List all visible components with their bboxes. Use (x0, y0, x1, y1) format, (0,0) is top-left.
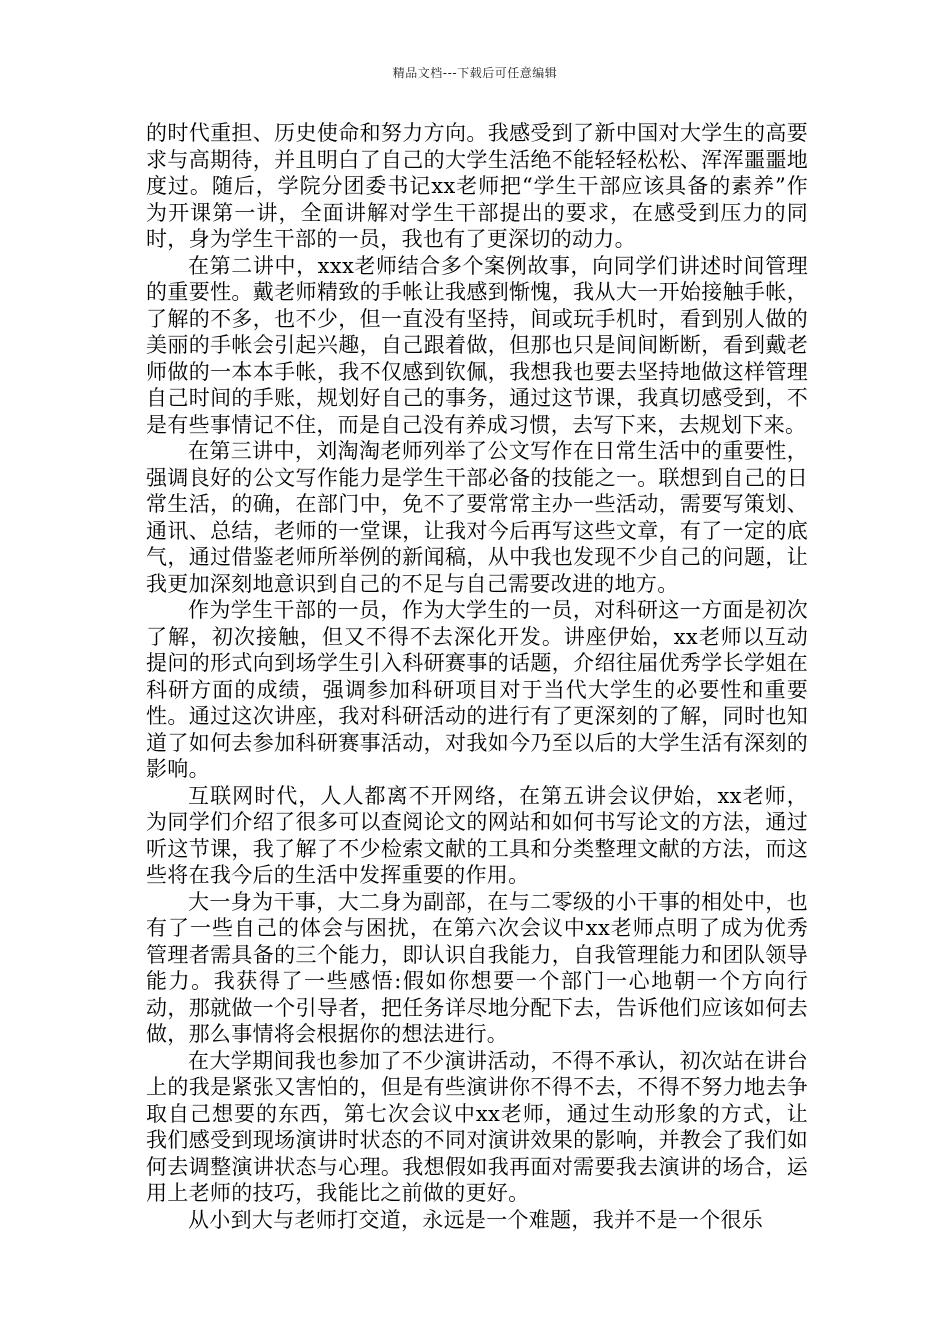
paragraph: 在第二讲中，xxx老师结合多个案例故事，向同学们讲述时间管理的重要性。戴老师精致的手帐让我感到惭愧，我从大一开始接触手帐，了解的不多，也不少，但一直没有坚持，间或玩手机时，看到别人做的美丽的手帐会引起兴趣，自己跟着做，但那也只是间间断断，看到戴老师做的一本本手帐，我不仅感到钦佩，我想我也要去坚持地做这样管理自己时间的手账，规划好自己的事务，通过这节课，我真切感受到，不是有些事情记不住，而是自己没有养成习惯，去写下来，去规划下来。 (146, 253, 808, 437)
paragraph: 在大学期间我也参加了不少演讲活动，不得不承认，初次站在讲台上的我是紧张又害怕的，但是有些演讲你不得不去，不得不努力地去争取自己想要的东西，第七次会议中xx老师，通过生动形象的方式，让我们感受到现场演讲时状态的不同对演讲效果的影响，并教会了我们如何去调整演讲状态与心理。我想假如我再面对需要我去演讲的场合，运用上老师的技巧，我能比之前做的更好。 (146, 1048, 808, 1205)
paragraph-continuation: 的时代重担、历史使命和努力方向。我感受到了新中国对大学生的高要求与高期待，并且明白了自己的大学生活绝不能轻轻松松、浑浑噩噩地度过。随后，学院分团委书记xx老师把“学生干部应该具备的素养”作为开课第一讲，全面讲解对学生干部提出的要求，在感受到压力的同时，身为学生干部的一员，我也有了更深切的动力。 (146, 121, 808, 251)
paragraph: 从小到大与老师打交道，永远是一个难题，我并不是一个很乐 (188, 1207, 764, 1232)
document-body (146, 120, 808, 1233)
paragraph: 在第三讲中，刘淘淘老师列举了公文写作在日常生活中的重要性，强调良好的公文写作能力是学生干部必备的技能之一。联想到自己的日常生活，的确，在部门中，免不了要常常主办一些活动，需要写策划、通讯、总结，老师的一堂课，让我对今后再写这些文章，有了一定的底气，通过借鉴老师所举例的新闻稿，从中我也发现不少自己的问题，让我更加深刻地意识到自己的不足与自己需要改进的地方。 (146, 439, 808, 596)
paragraph: 大一身为干事，大二身为副部，在与二零级的小干事的相处中，也有了一些自己的体会与困扰，在第六次会议中xx老师点明了成为优秀管理者需具备的三个能力，即认识自我能力，自我管理能力和团队领导能力。我获得了一些感悟:假如你想要一个部门一心地朝一个方向行动，那就做一个引导者，把任务详尽地分配下去，告诉他们应该如何去做，那么事情将会根据你的想法进行。 (146, 889, 808, 1046)
paragraph: 互联网时代，人人都离不开网络，在第五讲会议伊始，xx老师，为同学们介绍了很多可以查阅论文的网站和如何书写论文的方法，通过听这节课，我了解了不少检索文献的工具和分类整理文献的方法，而这些将在我今后的生活中发挥重要的作用。 (146, 783, 808, 887)
paragraph: 作为学生干部的一员，作为大学生的一员，对科研这一方面是初次了解，初次接触，但又不得不去深化开发。讲座伊始，xx老师以互动提问的形式向到场学生引入科研赛事的话题，介绍往届优秀学长学姐在科研方面的成绩，强调参加科研项目对于当代大学生的必要性和重要性。通过这次讲座，我对科研活动的进行有了更深刻的了解，同时也知道了如何去参加科研赛事活动，对我如今乃至以后的大学生活有深刻的影响。 (146, 598, 808, 781)
page-header: 精品文档---下载后可任意编辑 (392, 66, 558, 80)
